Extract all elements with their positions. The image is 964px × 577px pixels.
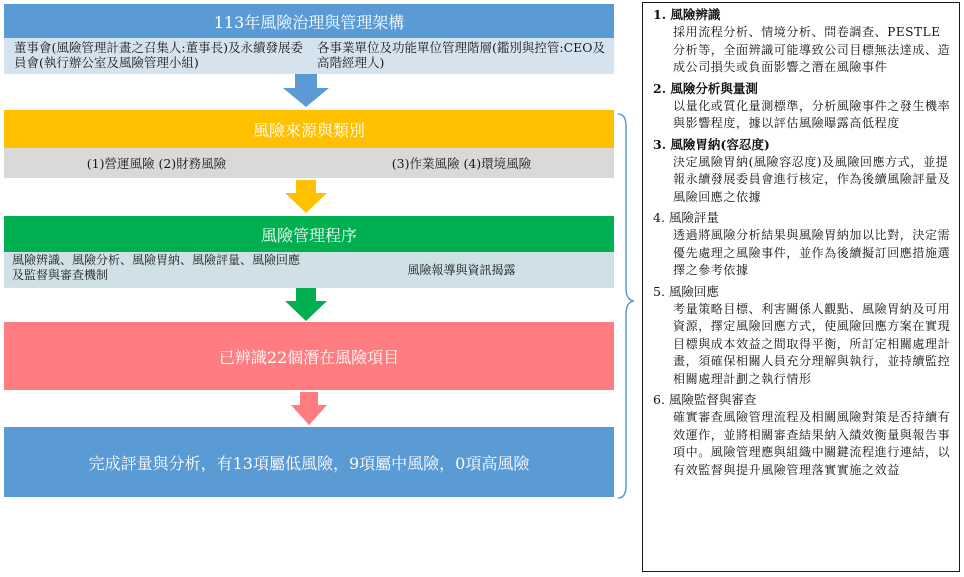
risk-steps-panel xyxy=(642,2,960,572)
step-5-title: 5. 風險回應 xyxy=(653,283,719,299)
risk-process-band xyxy=(4,216,614,252)
step-6-title: 6. 風險監督與審查 xyxy=(653,392,757,407)
governance-left: 董事會(風險管理計畫之召集人:董事長)及永續發展委員會(執行辦公室及風險管理小組) xyxy=(4,38,309,74)
step-6 xyxy=(653,392,957,479)
step-1-body: 採用流程分析、情境分析、問卷調查、PESTLE分析等，全面辨識可能導致公司目標無法達成、造成公司損失或負面影響之潛在風險事件 xyxy=(673,25,951,74)
step-4-title: 4. 風險評量 xyxy=(653,210,719,225)
risk-sources-band xyxy=(4,110,614,148)
step-2 xyxy=(653,81,957,133)
down-arrow-icon xyxy=(281,74,331,108)
assessment-result-band xyxy=(4,427,614,497)
down-arrow-icon xyxy=(284,180,328,214)
right-brace-icon xyxy=(616,112,638,506)
framework-title: 113年風險治理與管理架構 xyxy=(213,12,405,32)
risk-sources-right: (3)作業風險 (4)環境風險 xyxy=(309,148,614,178)
step-2-body: 以量化或質化量測標準，分析風險事件之發生機率與影響程度，據以評估風險曝露高低程度 xyxy=(673,98,951,130)
step-5-body: 考量策略目標、利害關係人觀點、風險胃納及可用資源，擇定風險回應方式，使風險回應方案在實現目標與成本效益之間取得平衡，所訂定相關處理計畫，須確保相關人員充分理解與執行，並持續監控相關處理計劃之執行情形 xyxy=(673,301,951,386)
risk-process-right: 風險報導與資訊揭露 xyxy=(309,252,614,288)
risk-process-title: 風險管理程序 xyxy=(260,225,357,245)
assessment-result-text: 完成評量與分析，有13項屬低風險，9項屬中風險，0項高風險 xyxy=(88,453,530,473)
governance-right: 各事業單位及功能單位管理階層(鑑別與控管:CEO及高階經理人) xyxy=(309,38,614,74)
identified-risks-band xyxy=(4,322,614,390)
risk-sources-title: 風險來源與類別 xyxy=(252,120,365,140)
step-6-body: 確實審查風險管理流程及相關風險對策是否持續有效運作，並將相關審查結果納入績效衡量與報告事項中。風險管理應與組織中關鍵流程進行連結，以有效監督與提升風險管理落實實施之效益 xyxy=(673,410,951,477)
identified-risks-text: 已辨識22個潛在風險項目 xyxy=(218,347,400,367)
down-arrow-icon xyxy=(284,288,328,322)
step-3-body: 決定風險胃納(風險容忍度)及風險回應方式，並提報永續發展委員會進行核定，作為後續風險評量及風險回應之依據 xyxy=(673,154,951,204)
step-1-title: 1. 風險辨識 xyxy=(653,7,721,22)
step-5 xyxy=(653,284,957,389)
step-1 xyxy=(653,7,957,77)
down-arrow-icon xyxy=(290,392,328,426)
step-2-title: 2. 風險分析與量測 xyxy=(653,80,758,96)
risk-process-left: 風險辨識、風險分析、風險胃納、風險評量、風險回應及監督與審查機制 xyxy=(4,252,309,288)
step-3-title: 3. 風險胃納(容忍度) xyxy=(653,136,770,152)
step-4 xyxy=(653,210,957,280)
framework-title-band xyxy=(4,4,614,38)
step-4-body: 透過將風險分析結果與風險胃納加以比對，決定需優先處理之風險事件，並作為後續擬訂回應措施選擇之參考依據 xyxy=(673,228,951,277)
risk-sources-left: (1)營運風險 (2)財務風險 xyxy=(4,148,309,178)
step-3 xyxy=(653,137,957,207)
